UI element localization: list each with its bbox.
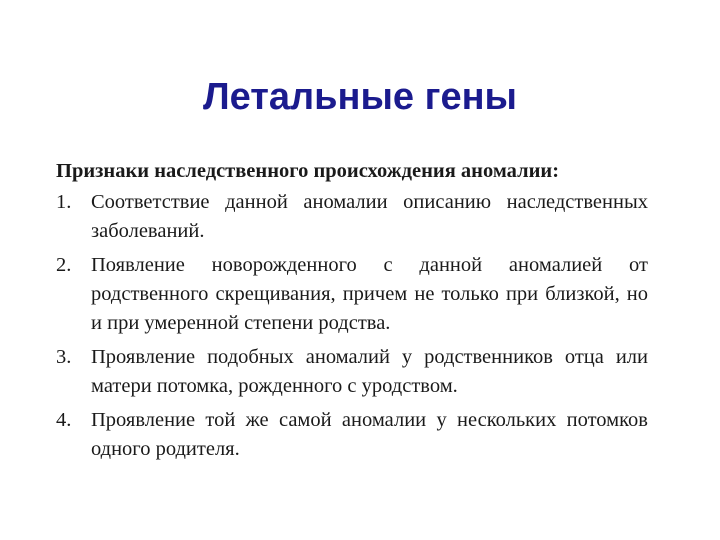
slide-content: [56, 156, 648, 469]
list-item: [56, 406, 648, 464]
item-number: 4.: [56, 409, 72, 431]
list-heading: Признаки наследственного происхождения аномалии:: [56, 160, 560, 182]
item-text: Проявление подобных аномалий у родственников отца или матери потомка, рожденного с уродством.: [91, 346, 648, 397]
list-item: [56, 251, 648, 338]
item-number: 2.: [56, 254, 72, 276]
item-text: Соответствие данной аномалии описанию наследственных заболеваний.: [91, 191, 648, 242]
criteria-list: [56, 188, 648, 464]
list-item: [56, 188, 648, 246]
slide-title: Летальные гены: [202, 76, 517, 118]
item-text: Появление новорожденного с данной аномалией от родственного скрещивания, причем не только при близкой, но и при умеренной степени родства.: [91, 254, 648, 334]
item-text: Проявление той же самой аномалии у нескольких потомков одного родителя.: [91, 409, 648, 460]
item-number: 3.: [56, 346, 72, 368]
list-item: [56, 343, 648, 401]
item-number: 1.: [56, 191, 72, 213]
